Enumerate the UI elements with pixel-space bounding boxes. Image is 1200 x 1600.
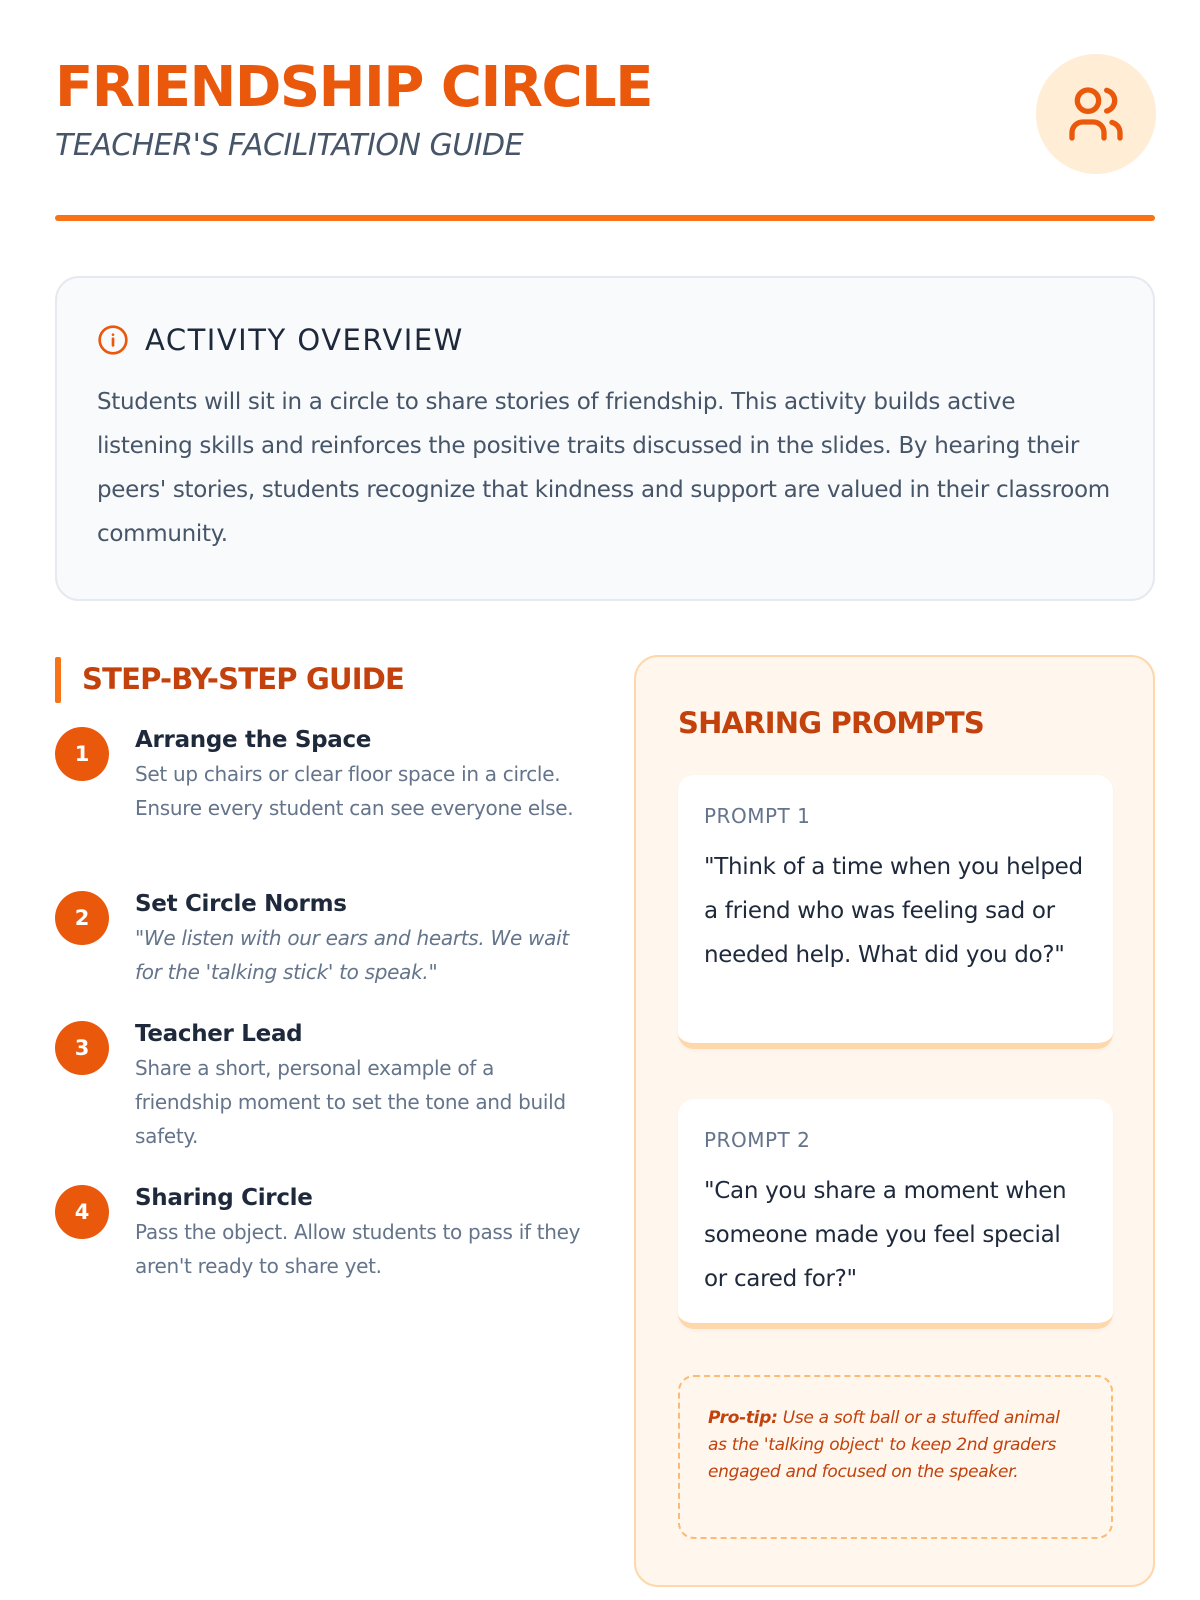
overview-text: Students will sit in a circle to share stories of friendship. This activity builds active listening skills and reinforces the positive traits discussed in the slides. By hearing their peers' stories, students recognize that kindness and support are valued in their classroom community. (97, 389, 1110, 547)
pro-tip-box (678, 1375, 1113, 1539)
info-icon (97, 324, 129, 356)
activity-overview-card (55, 276, 1155, 601)
prompt-text: "Can you share a moment when someone made you feel special or cared for?" (704, 1178, 1067, 1292)
step-title: Set Circle Norms (135, 891, 347, 917)
prompt-label: PROMPT 2 (704, 1128, 811, 1152)
section-accent-bar (55, 657, 61, 703)
step-title: Sharing Circle (135, 1185, 313, 1211)
step-number: 3 (55, 1021, 109, 1075)
prompt-card (678, 775, 1113, 1049)
sharing-prompts-panel (634, 655, 1155, 1587)
users-icon (1036, 54, 1156, 174)
step-title: Arrange the Space (135, 727, 372, 753)
step-title: Teacher Lead (135, 1021, 303, 1047)
step-description: Pass the object. Allow students to pass if they aren't ready to share yet. (135, 1220, 581, 1278)
header-divider (55, 215, 1155, 221)
pro-tip-text: Use a soft ball or a stuffed animal as the 'talking object' to keep 2nd graders engaged and focused on the speaker. (708, 1408, 1060, 1482)
step-number: 2 (55, 891, 109, 945)
step-number: 4 (55, 1185, 109, 1239)
page-title: FRIENDSHIP CIRCLE (55, 55, 652, 120)
sharing-prompts-title: SHARING PROMPTS (678, 706, 984, 740)
page-subtitle: TEACHER'S FACILITATION GUIDE (55, 128, 524, 163)
prompt-card (678, 1099, 1113, 1329)
step-guide-title: STEP-BY-STEP GUIDE (82, 662, 405, 696)
step-guide (55, 655, 595, 1278)
pro-tip-lead: Pro-tip: (708, 1408, 778, 1428)
page-header (55, 52, 1155, 182)
step-number: 1 (55, 727, 109, 781)
step-description: "We listen with our ears and hearts. We wait for the 'talking stick' to speak." (135, 926, 569, 984)
prompt-text: "Think of a time when you helped a friend who was feeling sad or needed help. What did you do?" (704, 854, 1083, 968)
overview-title: ACTIVITY OVERVIEW (145, 323, 464, 357)
prompt-label: PROMPT 1 (704, 804, 811, 828)
step-description: Share a short, personal example of a friendship moment to set the tone and build safety. (135, 1056, 566, 1148)
step-description: Set up chairs or clear floor space in a circle. Ensure every student can see everyone else. (135, 762, 574, 820)
